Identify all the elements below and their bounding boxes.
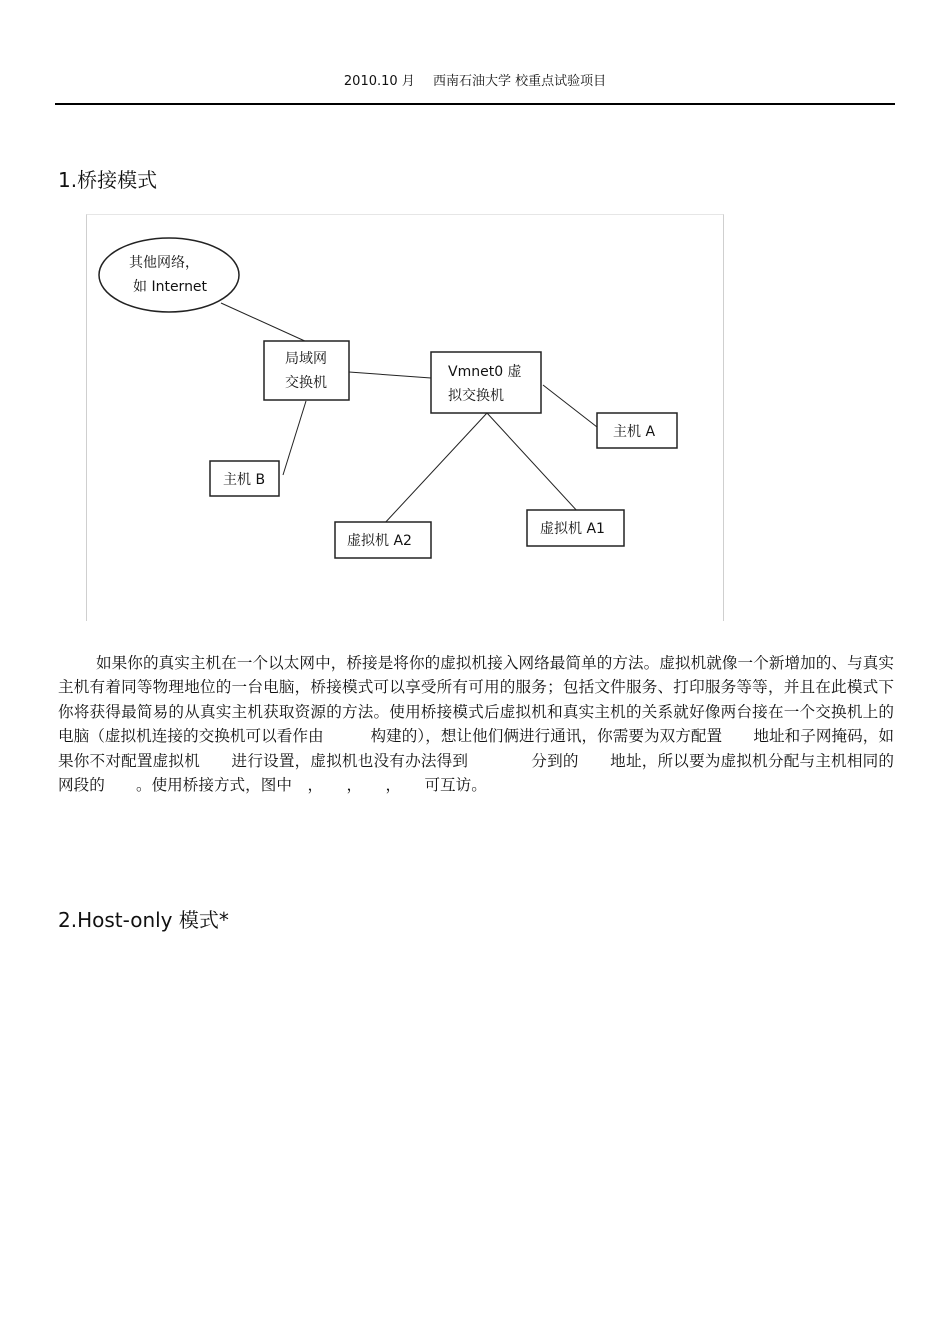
cloud-label-2: 如 Internet (133, 279, 208, 295)
lan-switch-label-2: 交换机 (285, 375, 327, 391)
lan-switch-box (264, 341, 349, 400)
vmnet0-label-1: Vmnet0 虚 (448, 364, 522, 380)
link-vmnet0-hosta (543, 385, 597, 427)
link-cloud-lan (221, 303, 307, 342)
section-heading-host-only-mode: 2.Host-only 模式* (58, 908, 229, 932)
link-lan-vmnet0 (349, 372, 431, 378)
host-b-label: 主机 B (223, 472, 266, 488)
cloud-label-1: 其他网络， (129, 255, 199, 271)
vmnet0-label-2: 拟交换机 (448, 388, 504, 404)
header-date: 2010.10 月 (343, 74, 415, 89)
section-heading-bridge-mode: 1.桥接模式 (58, 168, 158, 192)
vm-a2-label: 虚拟机 A2 (347, 533, 412, 549)
bridge-mode-diagram (86, 214, 724, 621)
link-vmnet0-vma1 (487, 413, 579, 513)
link-vmnet0-vma2 (383, 413, 487, 525)
page-header (0, 70, 950, 89)
link-lan-hostb (283, 401, 306, 475)
other-network-cloud (99, 238, 239, 312)
host-a-label: 主机 A (613, 424, 656, 440)
header-divider (55, 103, 895, 105)
bridge-mode-paragraph: 如果你的真实主机在一个以太网中，桥接是将你的虚拟机接入网络最简单的方法。虚拟机就像一个新增加的、与真实主机有着同等物理地位的一台电脑，桥接模式可以享受所有可用的服务；包括文件服务、打印服务等等，并且在此模式下你将获得最简易的从真实主机获取资源的方法。使用桥接模式后虚拟机和真实主机的关系就好像两台接在一个交换机上的电脑（虚拟机连接的交换机可以看作由 构建的），想让他们俩进行通讯，你需要为双方配置 地址和子网掩码，如果你不对配置虚拟机 进行设置，虚拟机也没有办法得到 分到的 地址，所以要为虚拟机分配与主机相同的网段的 。使用桥接方式，图中 ， ， ， 可互访。 (58, 654, 894, 795)
header-institution: 西南石油大学 校重点试验项目 (432, 74, 607, 89)
lan-switch-label-1: 局域网 (285, 351, 327, 367)
vm-a1-label: 虚拟机 A1 (540, 521, 605, 537)
network-topology-svg (87, 215, 725, 622)
